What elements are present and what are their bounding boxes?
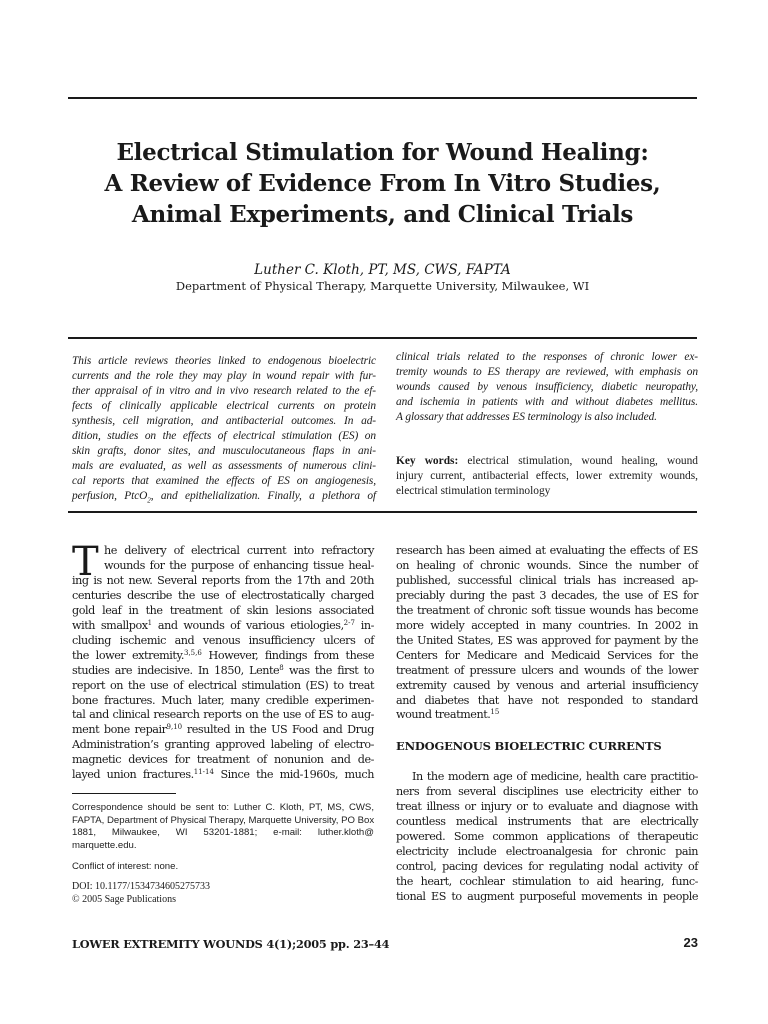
abstract-line: synthesis, cell migration, and antibacterial outcomes. In ad- [72, 415, 376, 427]
running-footer: LOWER EXTREMITY WOUNDS 4(1);2005 pp. 23–44 [72, 937, 390, 951]
body-line: extremity caused by venous and arterial insufficiency [396, 678, 698, 692]
page-number: 23 [683, 935, 698, 950]
abstract-right-column [396, 350, 698, 425]
body-line [72, 649, 374, 664]
citation: 1 [147, 618, 153, 627]
title-line: Electrical Stimulation for Wound Healing: [116, 139, 649, 166]
abstract-line: A glossary that addresses ES terminology is also included. [396, 411, 657, 423]
body-line: he delivery of electrical current into refractory [104, 544, 374, 557]
abstract-left-column [72, 354, 376, 504]
body-line [72, 768, 374, 783]
keywords-label: Key words: [396, 455, 459, 467]
citation: 11-14 [193, 768, 214, 777]
abstract-line: skin grafts, donor sites, and musculocutaneous flaps in ani- [72, 445, 376, 457]
body-line: tal and clinical research reports on the use of ES to aug- [72, 708, 374, 722]
abstract-line: This article reviews theories linked to endogenous bioelectric [72, 355, 376, 367]
abstract-line: clinical trials related to the responses of chronic lower ex- [396, 351, 698, 363]
body-line: magnetic devices for treatment of nonunion and de- [72, 753, 374, 767]
body-text: studies are indecisive. In 1850, Lente [72, 663, 280, 677]
abstract-top-rule [68, 337, 697, 339]
affiliation-line: Department of Physical Therapy, Marquette University, Milwaukee, WI [175, 279, 590, 293]
abstract-line [72, 489, 376, 504]
title-line: A Review of Evidence From In Vitro Studies, [104, 170, 661, 197]
article-title [68, 137, 697, 230]
conflict-note: Conflict of interest: none. [72, 861, 179, 872]
body-text: Since the mid-1960s, much [213, 768, 374, 782]
body-line: Administration’s granting approved labeling of electro- [72, 738, 374, 752]
footnote-line: 1881, Milwaukee, WI 53201-1881; e-mail: luther.kloth@ [72, 827, 374, 838]
keywords-line [396, 454, 698, 469]
citation: 8 [279, 663, 284, 672]
keywords-line: electrical stimulation terminology [396, 485, 551, 497]
body-line: wounds for the purpose of enhancing tissue heal- [104, 558, 374, 572]
body-line: the treatment of chronic soft tissue wounds has become [396, 603, 698, 617]
body-line: gold leaf in the treatment of skin lesions associated [72, 603, 374, 617]
body-line: countless medical instruments that are electrically [396, 814, 698, 828]
body-right-column [396, 544, 698, 723]
drop-cap: T [72, 539, 99, 585]
body-text: the lower extremity. [72, 648, 184, 662]
body-text: and wounds of various etiologies, [152, 618, 344, 632]
section-heading: ENDOGENOUS BIOELECTRIC CURRENTS [396, 739, 662, 753]
body-left-column [72, 539, 375, 783]
doi-block [72, 880, 210, 906]
body-line: more widely accepted in many countries. In 2002 in [396, 618, 698, 632]
title-line: Animal Experiments, and Clinical Trials [131, 201, 634, 228]
body-text: in- [354, 618, 374, 632]
body-line: the heart, cochlear stimulation to aid hearing, func- [396, 874, 698, 888]
body-text: layed union fractures. [72, 768, 194, 782]
abstract-text: perfusion, PtcO [72, 490, 148, 502]
citation: 3,5,6 [183, 648, 202, 657]
body-right-paragraph-2 [396, 770, 698, 905]
footnote-rule [72, 793, 176, 794]
body-line: powered. Some common applications of therapeutic [396, 829, 698, 843]
doi-line: DOI: 10.1177/1534734605275733 [72, 881, 210, 892]
abstract-line: fects of clinically applicable electrical currents on protein [72, 400, 376, 412]
abstract-line: dition, studies on the effects of electrical stimulation (ES) on [72, 430, 376, 442]
correspondence-note [72, 802, 374, 852]
body-text: ment bone repair [72, 723, 167, 737]
body-line: published, successful clinical trials has increased ap- [396, 573, 698, 587]
abstract-line: and ischemia in patients with and without diabetes mellitus. [396, 396, 698, 408]
body-line: ing is not new. Several reports from the 17th and 20th [72, 573, 374, 587]
body-line: the United States, ES was approved for payment by the [396, 633, 698, 647]
abstract-line: wounds caused by venous insufficiency, diabetic neuropathy, [396, 381, 698, 393]
abstract-line: currents and the role they may play in wound repair with fur- [72, 370, 376, 382]
citation: 15 [490, 708, 500, 717]
body-text: was the first to [283, 663, 374, 677]
subscript: 2 [147, 496, 151, 505]
body-line: and diabetes that have not responded to standard [396, 693, 698, 707]
body-line: In the modern age of medicine, health care practitio- [412, 770, 698, 783]
author-line: Luther C. Kloth, PT, MS, CWS, FAPTA [254, 262, 511, 278]
footnote-line: marquette.edu. [72, 839, 137, 851]
body-text: wound treatment. [396, 708, 491, 722]
body-line: bone fractures. Much later, many credible experimen- [72, 693, 374, 707]
body-text: resulted in the US Food and Drug [182, 723, 375, 737]
body-line: preciably during the past 3 decades, the use of ES for [396, 588, 698, 602]
abstract-line: mals are evaluated, as well as assessments of numerous clini- [72, 460, 376, 472]
body-line: on healing of chronic wounds. Since the number of [396, 558, 698, 572]
citation: 9,10 [166, 723, 183, 732]
body-line: treatment of pressure ulcers and wounds of the lower [396, 663, 698, 677]
body-line: ners from several disciplines use electricity either to [396, 784, 698, 798]
body-line [72, 619, 374, 634]
body-line: control, pacing devices for regulating nodal activity of [396, 859, 698, 873]
keywords-line: injury current, antibacterial effects, lower extremity wounds, [396, 470, 698, 482]
abstract-text: , and epithelialization. Finally, a plethora of [150, 490, 376, 502]
body-line: research has been aimed at evaluating the effects of ES [396, 544, 698, 557]
keywords-block [396, 454, 698, 499]
keywords-text: electrical stimulation, wound healing, wound [467, 455, 698, 467]
abstract-line: ther appraisal of in vitro and in vivo research related to the ef- [72, 385, 376, 397]
body-line: tional ES to augment purposeful movements in people [396, 889, 698, 903]
body-line: Centers for Medicare and Medicaid Services for the [396, 648, 698, 662]
top-rule [68, 97, 697, 99]
body-line: report on the use of electrical stimulation (ES) to treat [72, 678, 374, 692]
footnote-line: FAPTA, Department of Physical Therapy, Marquette University, PO Box [72, 814, 375, 826]
abstract-line: tremity wounds to ES therapy are reviewed, with emphasis on [396, 366, 698, 378]
body-line [72, 664, 374, 679]
citation: 2-7 [343, 618, 355, 627]
body-line: electricity include electroanalgesia for chronic pain [396, 844, 698, 858]
body-line: centuries describe the use of electrostatically charged [72, 588, 374, 602]
footnote-line: Correspondence should be sent to: Luther C. Kloth, PT, MS, CWS, [72, 802, 374, 813]
body-line [72, 723, 374, 738]
abstract-line: cal reports that examined the effects of ES on angiogenesis, [72, 475, 376, 487]
body-text: with smallpox [72, 618, 148, 632]
body-line: cluding ischemic and venous insufficiency ulcers of [72, 633, 374, 647]
abstract-bottom-rule [68, 511, 697, 513]
copyright-line: © 2005 Sage Publications [72, 894, 176, 905]
body-line: treat illness or injury or to evaluate and diagnose with [396, 799, 698, 813]
body-line [396, 708, 698, 723]
body-text: However, findings from these [201, 648, 374, 662]
